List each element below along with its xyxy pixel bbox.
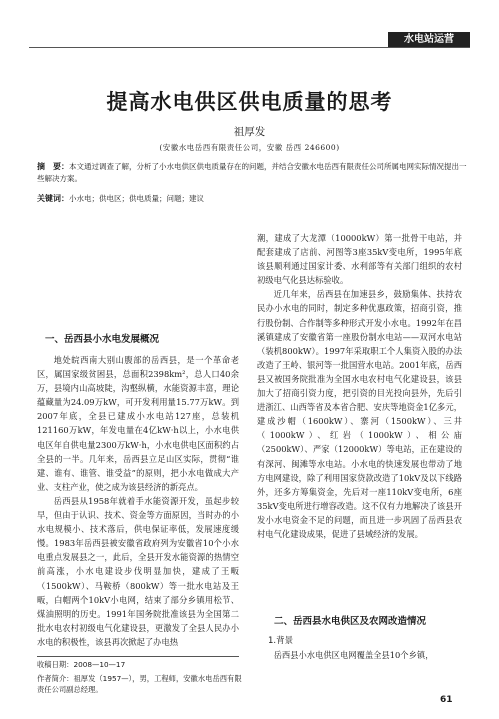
subsection-1-heading: 1.背景 xyxy=(268,636,294,646)
abstract-text: 本文通过调查了解，分析了小水电供区供电质量存在的问题，并结合安徽水电岳西有限责任公司所属电网实际情况提出一些解决方案。 xyxy=(37,162,467,183)
paragraph: 潮，建成了大龙潭（10000kW）第一批骨干电站，并配套建成了店前、河图等3座35kV变电所，1995年底该县顺利通过国家计委、水利部等有关部门组织的农村初级电气化县达标验收。 xyxy=(257,233,462,286)
keywords-text: 小水电；供电区；供电质量；问题；建议 xyxy=(69,194,204,203)
journal-section-label: 水电站运营 xyxy=(388,32,470,47)
paragraph: 岳西县从1958年就着手水能资源开发，虽起步较早，但由于认识、技术、资金等方面原因，当时办的小水电规模小、技术落后，供电保证率低，发展速度缓慢。1983年岳西县被安徽省政府列为安徽省10个小水电重点发展县之一，此后，全县开发水能资源的热情空前高涨，小水电建设步伐明显加快，建成了王畈（1500kW）、马鞍桥（800kW）等一批水电站及王畈，白帽两个10kV小电网，结束了部分乡镇用松节、煤油照明的历史。1991年国务院批准该县为全国第二批水电农村初级电气化建设县，更激发了全县人民办小水电的积极性，该县再次掀起了办电热 xyxy=(37,495,239,647)
page-number: 61 xyxy=(440,695,453,705)
keywords-label: 关键词： xyxy=(37,194,69,203)
author-affiliation: (安徽水电岳西有限责任公司，安徽 岳西 246600) xyxy=(159,143,340,152)
abstract-label: 摘 要： xyxy=(37,162,69,171)
section-1-heading: 一、岳西县小水电发展概况 xyxy=(45,334,160,345)
footnote-rule xyxy=(37,656,239,657)
paragraph: 岳西县小水电供区电网覆盖全县10个乡镇， xyxy=(273,650,434,660)
section-2-heading: 二、岳西县水电供区及农网改造情况 xyxy=(274,616,427,627)
footnote-author-bio: 作者简介：祖厚发（1957—），男，工程师，安徽水电岳西有限责任公司副总经理。 xyxy=(37,674,242,694)
keywords xyxy=(37,193,467,204)
footnote-received-date: 收稿日期：2008—10—17 xyxy=(37,660,126,669)
article-title: 提高水电供区供电质量的思考 xyxy=(106,89,393,114)
right-column xyxy=(257,231,462,541)
header-rule xyxy=(29,47,470,48)
author-name: 祖厚发 xyxy=(233,126,266,138)
left-column xyxy=(37,353,239,649)
abstract xyxy=(37,161,467,185)
paragraph: 地处皖西南大别山腹部的岳西县，是一个革命老区，属国家级贫困县，总面积2398km²，总人口40余万，县境内山高坡陡，沟壑纵横，水能资源丰富，理论蕴藏量为24.09万kW，可开发利用量15.77万kW。到2007年底，全县已建成小水电站127座，总装机121160万kW，年发电量在4亿kW·h以上，小水电供电区年自供电量2300万kW·h，小水电供电区面积约占全县的一半。几年来，岳西县立足山区实际，贯彻“谁建、谁有、谁管、谁受益”的原则，把小水电做成大产业、支柱产业，使之成为该县经济的新亮点。 xyxy=(37,355,239,492)
paragraph: 近几年来，岳西县在加速县乡，鼓励集体、扶持农民办小水电的同时，制定多种优惠政策，招商引资，推行股份制、合作制等多种形式开发小水电。1992年在昌溪镇建成了安徽省第一座股份制水电站——双河水电站（装机800kW）。1997年采取职工个人集资入股的办法改造了王岭、银河等一批国营水电站。2001年底，岳西县又被国务院批准为全国水电农村电气化建设县，该县加大了招商引资力度，把引资的目光投向县外，先后引进浙江、山西等省及本省合肥、安庆等地资金1亿多元，建成沙帽（1600kW）、寨河（1500kW）、三井（1000kW）、红岩（1000kW）、相公庙（2500kW）、严家（12000kW）等电站，正在建设的有深河、闽滩等水电站。小水电的快速发展也带动了地方电网建设，除了利用国家贷款改造了10kV及以下线路外，还多方筹集资金，先后对一座110kV变电所，6座35kV变电所进行增容改造。这不仅有力地解决了该县开发小水电资金不足的问题，而且进一步巩固了岳西县农村电气化建设成果，促进了县域经济的发展。 xyxy=(257,289,462,539)
